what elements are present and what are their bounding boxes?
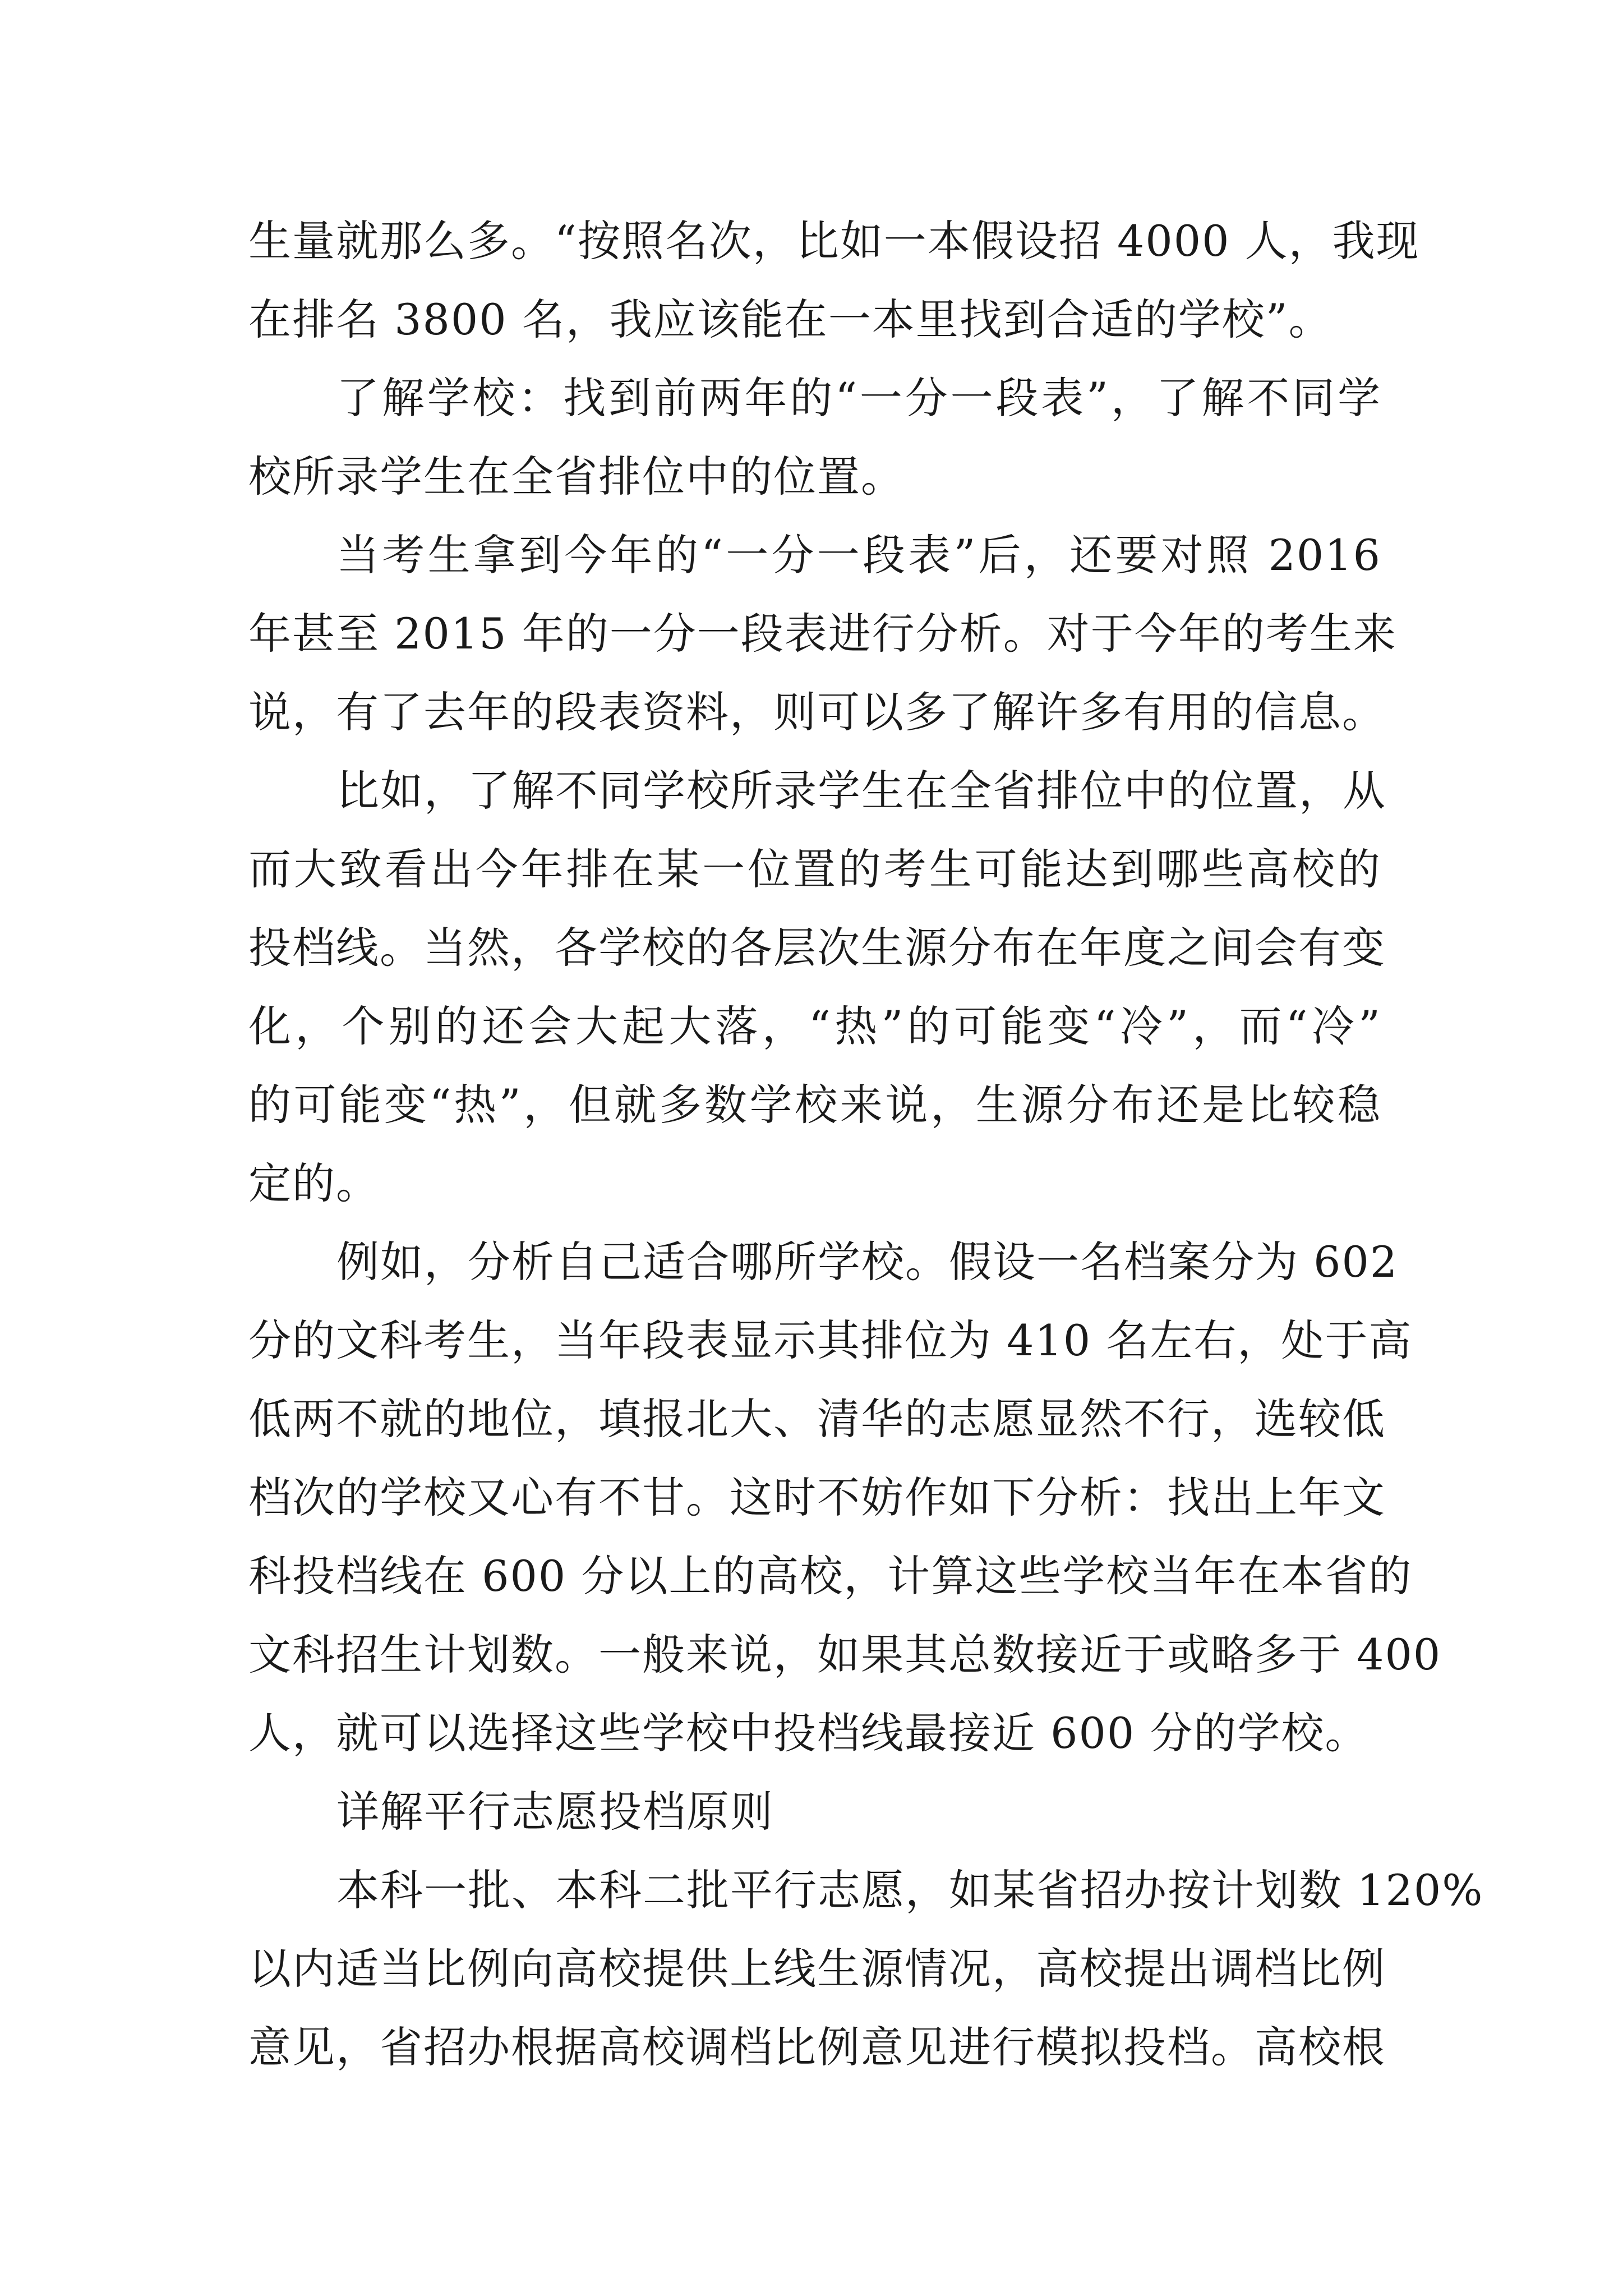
text-line: 了解学校：找到前两年的“一分一段表”，了解不同学 [336, 373, 1381, 423]
text-line: 科投档线在 600 分以上的高校，计算这些学校当年在本省的 [248, 1551, 1413, 1601]
text-line: 的可能变“热”，但就多数学校来说，生源分布还是比较稳 [248, 1080, 1381, 1130]
text-line: 档次的学校又心有不甘。这时不妨作如下分析：找出上年文 [248, 1473, 1386, 1522]
text-line: 在排名 3800 名，我应该能在一本里找到合适的学校”。 [248, 295, 1332, 344]
text-line: 化，个别的还会大起大落，“热”的可能变“冷”，而“冷” [248, 1001, 1381, 1051]
text-line: 本科一批、本科二批平行志愿，如某省招办按计划数 120% [336, 1865, 1484, 1915]
text-line: 投档线。当然，各学校的各层次生源分布在年度之间会有变 [248, 923, 1386, 973]
text-line: 分的文科考生，当年段表显示其排位为 410 名左右，处于高 [248, 1315, 1413, 1365]
section-heading: 详解平行志愿投档原则 [336, 1787, 774, 1837]
text-line: 文科招生计划数。一般来说，如果其总数接近于或略多于 400 [248, 1630, 1442, 1680]
text-line: 当考生拿到今年的“一分一段表”后，还要对照 2016 [336, 530, 1381, 580]
text-line: 例如，分析自己适合哪所学校。假设一名档案分为 602 [336, 1237, 1399, 1287]
text-line: 说，有了去年的段表资料，则可以多了解许多有用的信息。 [248, 687, 1386, 737]
text-line: 以内适当比例向高校提供上线生源情况，高校提出调档比例 [248, 1944, 1386, 1994]
text-line: 人，就可以选择这些学校中投档线最接近 600 分的学校。 [248, 1708, 1369, 1758]
text-line: 年甚至 2015 年的一分一段表进行分析。对于今年的考生来 [248, 609, 1397, 659]
text-line: 意见，省招办根据高校调档比例意见进行模拟投档。高校根 [248, 2022, 1386, 2072]
text-line: 校所录学生在全省排位中的位置。 [248, 452, 905, 501]
text-line: 而大致看出今年排在某一位置的考生可能达到哪些高校的 [248, 844, 1381, 894]
text-line: 比如，了解不同学校所录学生在全省排位中的位置，从 [336, 766, 1386, 816]
text-line: 低两不就的地位，填报北大、清华的志愿显然不行，选较低 [248, 1394, 1386, 1444]
text-line: 定的。 [248, 1158, 380, 1208]
text-line: 生量就那么多。“按照名次，比如一本假设招 4000 人，我现 [248, 216, 1420, 266]
